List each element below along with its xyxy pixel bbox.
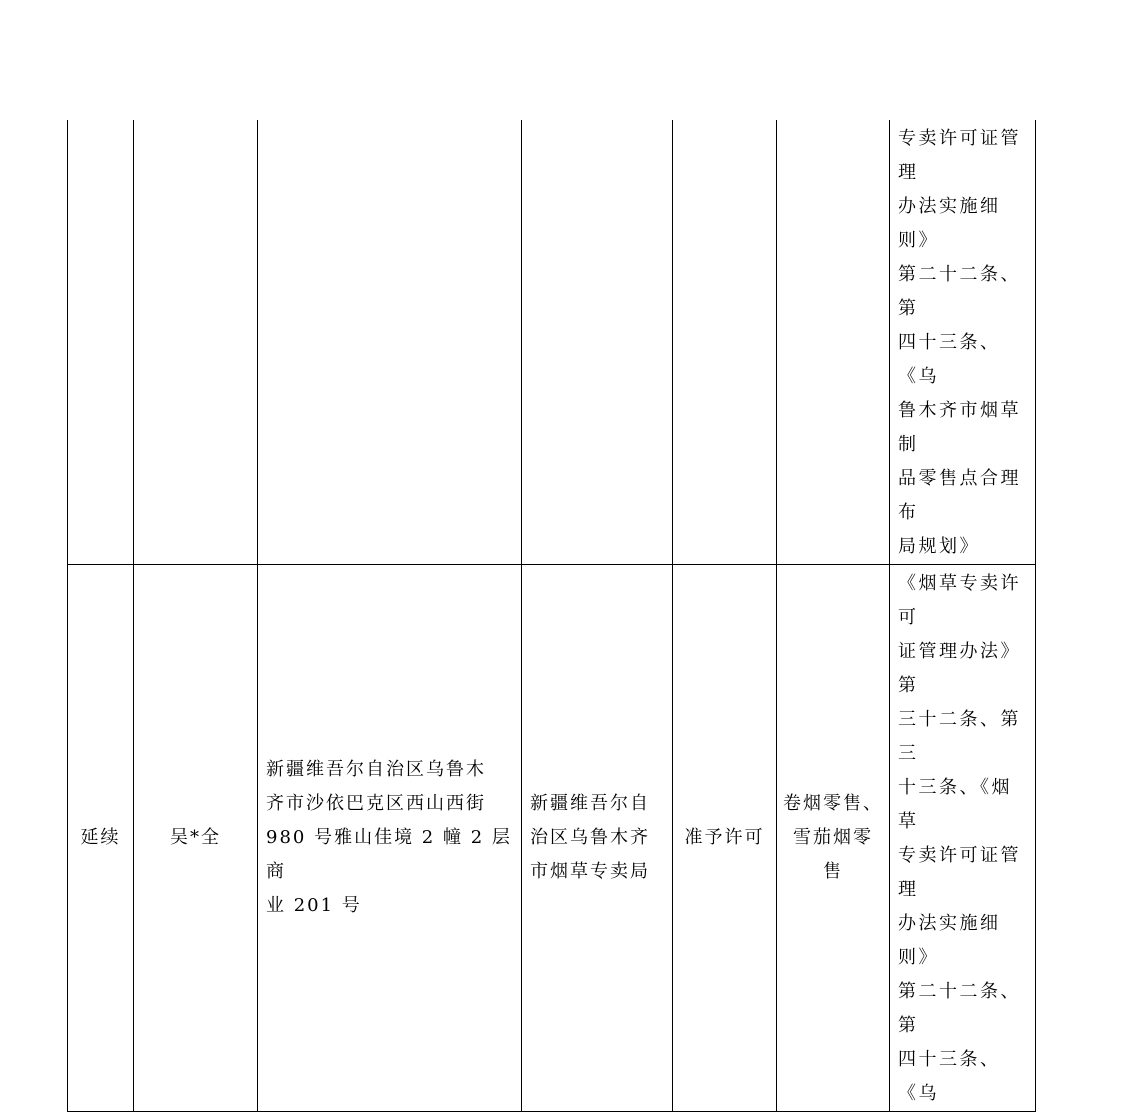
license-table — [67, 120, 1036, 1112]
scope-cell — [777, 565, 890, 1112]
name-text: 吴*全 — [170, 827, 221, 848]
basis-cell — [890, 565, 1036, 1112]
agency-cell — [522, 565, 673, 1112]
basis-cell — [890, 120, 1036, 565]
basis-text: 《烟草专卖许可 证管理办法》第 三十二条、第三 十三条、《烟草 专卖许可证管理 办法实施细则》 第二十二条、第 四十三条、《乌 — [898, 573, 1021, 1104]
decision-cell — [673, 120, 777, 565]
basis-text: 专卖许可证管理 办法实施细则》 第二十二条、第 四十三条、《乌 鲁木齐市烟草制 品零售点合理布 局规划》 — [898, 128, 1021, 557]
table-row — [68, 120, 1036, 565]
type-cell — [68, 120, 134, 565]
address-cell — [258, 120, 522, 565]
table-row — [68, 565, 1036, 1112]
type-cell — [68, 565, 134, 1112]
address-text: 新疆维吾尔自治区乌鲁木 齐市沙依巴克区西山西街 980 号雅山佳境 2 幢 2 层商 业 201 号 — [266, 759, 512, 916]
decision-cell — [673, 565, 777, 1112]
name-cell — [134, 120, 258, 565]
name-cell — [134, 565, 258, 1112]
scope-cell — [777, 120, 890, 565]
decision-text: 准予许可 — [684, 827, 765, 848]
type-text: 延续 — [80, 827, 121, 848]
agency-text: 新疆维吾尔自 治区乌鲁木齐 市烟草专卖局 — [530, 793, 650, 882]
address-cell — [258, 565, 522, 1112]
scope-text: 卷烟零售、 雪茄烟零 售 — [783, 793, 883, 882]
agency-cell — [522, 120, 673, 565]
